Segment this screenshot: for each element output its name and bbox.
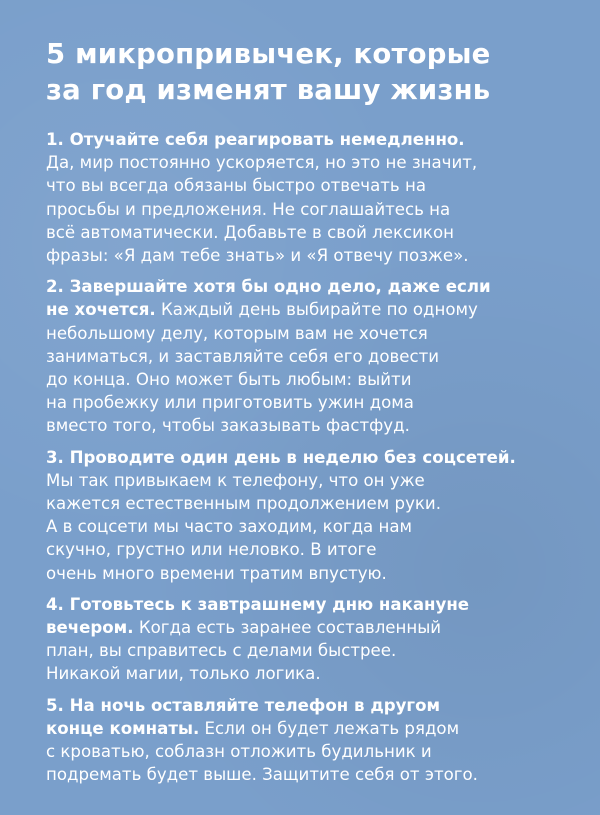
habit-heading: 1. Отучайте себя реагировать немедленно. xyxy=(46,130,465,149)
title-line-1: 5 микропривычек, которые xyxy=(46,38,491,70)
habit-text: кажется естественным продолжением руки. xyxy=(46,494,441,514)
habit-text: что вы всегда обязаны быстро отвечать на xyxy=(46,176,426,196)
habit-heading: конце комнаты. xyxy=(46,718,200,738)
habit-text: Мы так привыкаем к телефону, что он уже xyxy=(46,470,425,490)
habit-text: всё автоматически. Добавьте в свой лексикон xyxy=(46,222,454,242)
habit-text: план, вы справитесь с делами быстрее. xyxy=(46,641,397,661)
title-line-2: за год изменят вашу жизнь xyxy=(46,74,491,106)
habit-text: фразы: «Я дам тебе знать» и «Я отвечу позже». xyxy=(46,246,469,266)
habit-text: Если он будет лежать рядом xyxy=(199,718,460,738)
habit-text: подремать будет выше. Защитите себя от этого. xyxy=(46,765,478,785)
habit-text: Каждый день выбирайте по одному xyxy=(155,300,478,320)
habit-line xyxy=(46,717,566,740)
habit-line xyxy=(46,593,566,616)
habit-heading: не хочется. xyxy=(46,300,156,320)
habit-text: с кроватью, соблазн отложить будильник и xyxy=(46,742,432,762)
habit-line xyxy=(46,562,566,585)
habit-line xyxy=(46,763,566,786)
habit-line xyxy=(46,740,566,763)
habit-text: до конца. Оно может быть любым: выйти xyxy=(46,370,412,390)
habit-line xyxy=(46,616,566,639)
habit-text: вместо того, чтобы заказывать фастфуд. xyxy=(46,416,410,436)
habit-text: Никакой магии, только логика. xyxy=(46,664,321,684)
habit-text: очень много времени тратим впустую. xyxy=(46,563,387,583)
habit-text: Когда есть заранее составленный xyxy=(133,618,442,638)
habit-line xyxy=(46,538,566,561)
habit-text: небольшому делу, которым вам не хочется xyxy=(46,323,428,343)
habit-list xyxy=(46,128,566,786)
habit-line xyxy=(46,515,566,538)
habit-line xyxy=(46,469,566,492)
habit-line xyxy=(46,662,566,685)
habit-line xyxy=(46,275,566,298)
habit-line xyxy=(46,446,566,469)
habit-line xyxy=(46,174,566,197)
habit-text: Да, мир постоянно ускоряется, но это не значит, xyxy=(46,153,478,173)
habit-item xyxy=(46,275,566,437)
habit-heading: 2. Завершайте хотя бы одно дело, даже если xyxy=(46,277,491,297)
habit-line xyxy=(46,198,566,221)
habit-text: просьбы и предложения. Не соглашайтесь на xyxy=(46,199,451,219)
habit-line xyxy=(46,391,566,414)
habit-item xyxy=(46,128,566,267)
habit-line xyxy=(46,244,566,267)
habit-line xyxy=(46,298,566,321)
habit-line xyxy=(46,639,566,662)
habit-text: скучно, грустно или неловко. В итоге xyxy=(46,540,377,560)
habit-heading: вечером. xyxy=(46,618,134,638)
habit-line xyxy=(46,492,566,515)
habit-line xyxy=(46,151,566,174)
habit-heading: 3. Проводите один день в неделю без соцсетей. xyxy=(46,447,516,467)
habit-item xyxy=(46,694,566,787)
habit-text: заниматься, и заставляйте себя его довести xyxy=(46,346,440,366)
habit-line xyxy=(46,221,566,244)
habit-line xyxy=(46,368,566,391)
habit-line xyxy=(46,414,566,437)
habit-line xyxy=(46,345,566,368)
habit-heading: 5. На ночь оставляйте телефон в другом xyxy=(46,695,441,715)
habit-item xyxy=(46,446,566,585)
habit-line xyxy=(46,128,566,151)
habit-item xyxy=(46,593,566,686)
habit-text: на пробежку или приготовить ужин дома xyxy=(46,393,414,413)
page-title xyxy=(46,36,566,108)
habit-heading: 4. Готовьтесь к завтрашнему дню накануне xyxy=(46,594,470,614)
habit-line xyxy=(46,694,566,717)
habit-text: А в соцсети мы часто заходим, когда нам xyxy=(46,517,413,537)
habit-line xyxy=(46,322,566,345)
